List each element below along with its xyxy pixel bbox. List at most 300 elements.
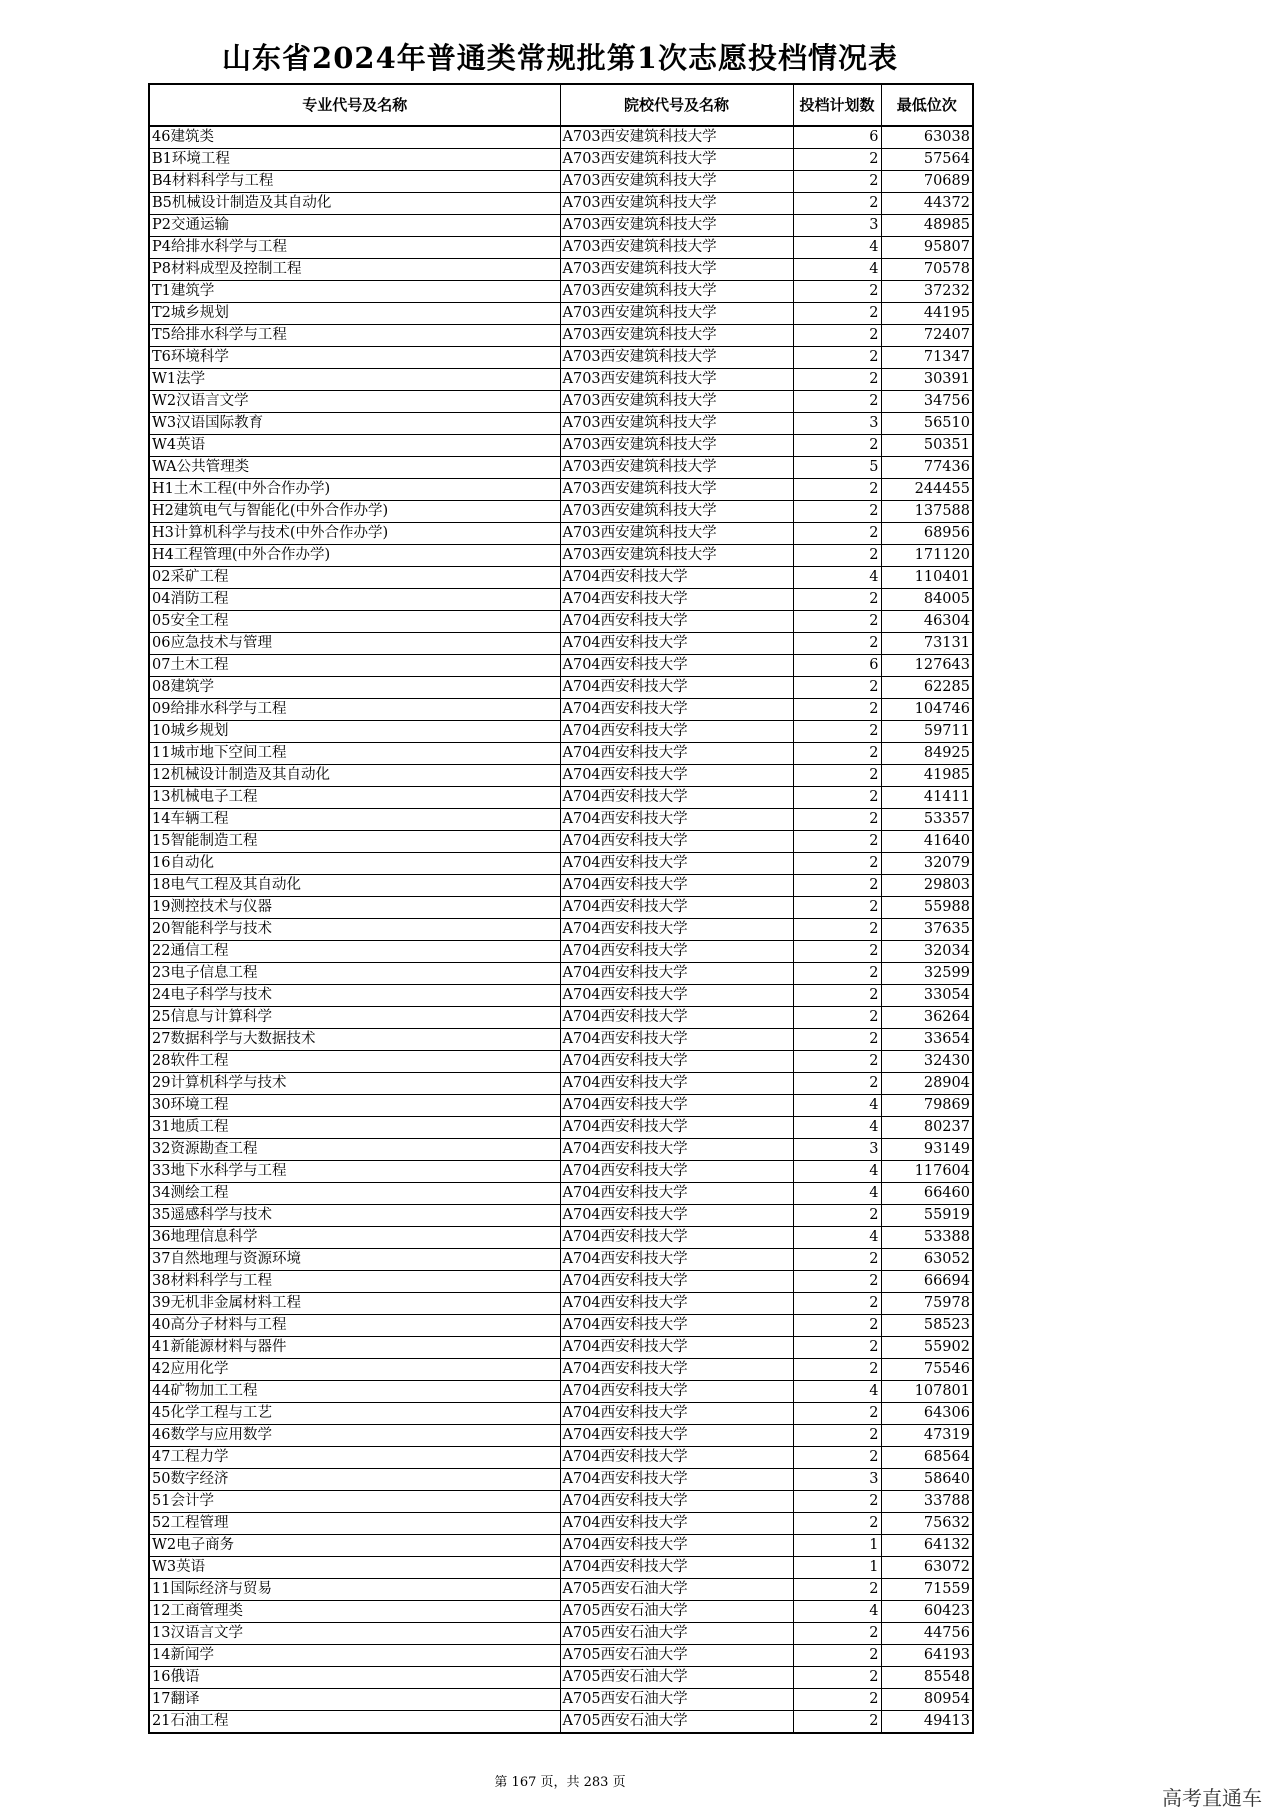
- major-cell: 24电子科学与技术: [149, 985, 560, 1007]
- table-row: [149, 1711, 973, 1734]
- major-cell: 13汉语言文学: [149, 1623, 560, 1645]
- table-row: [149, 1271, 973, 1293]
- plan-cell: 3: [793, 1139, 881, 1161]
- admission-table: [148, 83, 974, 1734]
- header-school: 院校代号及名称: [560, 84, 793, 126]
- school-cell: A704西安科技大学: [560, 589, 793, 611]
- plan-cell: 2: [793, 677, 881, 699]
- plan-cell: 2: [793, 787, 881, 809]
- school-cell: A703西安建筑科技大学: [560, 479, 793, 501]
- school-cell: A704西安科技大学: [560, 1007, 793, 1029]
- rank-cell: 41985: [881, 765, 973, 787]
- major-cell: 12工商管理类: [149, 1601, 560, 1623]
- school-cell: A705西安石油大学: [560, 1601, 793, 1623]
- plan-cell: 5: [793, 457, 881, 479]
- plan-cell: 2: [793, 1293, 881, 1315]
- rank-cell: 55919: [881, 1205, 973, 1227]
- major-cell: H4工程管理(中外合作办学): [149, 545, 560, 567]
- major-cell: 08建筑学: [149, 677, 560, 699]
- rank-cell: 30391: [881, 369, 973, 391]
- rank-cell: 47319: [881, 1425, 973, 1447]
- table-row: [149, 501, 973, 523]
- major-cell: T1建筑学: [149, 281, 560, 303]
- table-row: [149, 1095, 973, 1117]
- plan-cell: 2: [793, 1007, 881, 1029]
- plan-cell: 2: [793, 831, 881, 853]
- school-cell: A704西安科技大学: [560, 1469, 793, 1491]
- plan-cell: 2: [793, 545, 881, 567]
- rank-cell: 62285: [881, 677, 973, 699]
- table-row: [149, 1293, 973, 1315]
- major-cell: T5给排水科学与工程: [149, 325, 560, 347]
- school-cell: A704西安科技大学: [560, 611, 793, 633]
- table-row: [149, 1513, 973, 1535]
- table-row: [149, 1381, 973, 1403]
- plan-cell: 2: [793, 699, 881, 721]
- rank-cell: 41411: [881, 787, 973, 809]
- table-row: [149, 237, 973, 259]
- rank-cell: 95807: [881, 237, 973, 259]
- plan-cell: 2: [793, 963, 881, 985]
- school-cell: A704西安科技大学: [560, 1513, 793, 1535]
- school-cell: A704西安科技大学: [560, 677, 793, 699]
- header-major: 专业代号及名称: [149, 84, 560, 126]
- table-row: [149, 149, 973, 171]
- major-cell: 37自然地理与资源环境: [149, 1249, 560, 1271]
- major-cell: 42应用化学: [149, 1359, 560, 1381]
- major-cell: 09给排水科学与工程: [149, 699, 560, 721]
- rank-cell: 63052: [881, 1249, 973, 1271]
- table-row: [149, 391, 973, 413]
- plan-cell: 4: [793, 1095, 881, 1117]
- plan-cell: 2: [793, 479, 881, 501]
- major-cell: 31地质工程: [149, 1117, 560, 1139]
- table-row: [149, 1161, 973, 1183]
- rank-cell: 70578: [881, 259, 973, 281]
- school-cell: A704西安科技大学: [560, 853, 793, 875]
- school-cell: A704西安科技大学: [560, 743, 793, 765]
- table-row: [149, 875, 973, 897]
- plan-cell: 2: [793, 369, 881, 391]
- major-cell: W3英语: [149, 1557, 560, 1579]
- school-cell: A703西安建筑科技大学: [560, 171, 793, 193]
- rank-cell: 48985: [881, 215, 973, 237]
- rank-cell: 80237: [881, 1117, 973, 1139]
- school-cell: A704西安科技大学: [560, 1293, 793, 1315]
- rank-cell: 53357: [881, 809, 973, 831]
- plan-cell: 2: [793, 281, 881, 303]
- plan-cell: 4: [793, 1161, 881, 1183]
- major-cell: P2交通运输: [149, 215, 560, 237]
- plan-cell: 2: [793, 985, 881, 1007]
- table-row: [149, 1337, 973, 1359]
- major-cell: 51会计学: [149, 1491, 560, 1513]
- table-row: [149, 1425, 973, 1447]
- rank-cell: 66694: [881, 1271, 973, 1293]
- school-cell: A703西安建筑科技大学: [560, 347, 793, 369]
- plan-cell: 2: [793, 1491, 881, 1513]
- table-row: [149, 963, 973, 985]
- rank-cell: 49413: [881, 1711, 973, 1734]
- school-cell: A704西安科技大学: [560, 1249, 793, 1271]
- plan-cell: 3: [793, 1469, 881, 1491]
- rank-cell: 72407: [881, 325, 973, 347]
- major-cell: 17翻译: [149, 1689, 560, 1711]
- table-row: [149, 1689, 973, 1711]
- plan-cell: 2: [793, 523, 881, 545]
- rank-cell: 107801: [881, 1381, 973, 1403]
- major-cell: 11城市地下空间工程: [149, 743, 560, 765]
- school-cell: A704西安科技大学: [560, 1161, 793, 1183]
- major-cell: T6环境科学: [149, 347, 560, 369]
- major-cell: 21石油工程: [149, 1711, 560, 1734]
- table-row: [149, 809, 973, 831]
- major-cell: B5机械设计制造及其自动化: [149, 193, 560, 215]
- plan-cell: 2: [793, 875, 881, 897]
- school-cell: A703西安建筑科技大学: [560, 237, 793, 259]
- plan-cell: 2: [793, 347, 881, 369]
- table-row: [149, 1623, 973, 1645]
- major-cell: 47工程力学: [149, 1447, 560, 1469]
- page-title: 山东省2024年普通类常规批第1次志愿投档情况表: [222, 41, 898, 75]
- table-row: [149, 1205, 973, 1227]
- rank-cell: 68956: [881, 523, 973, 545]
- rank-cell: 171120: [881, 545, 973, 567]
- school-cell: A704西安科技大学: [560, 1447, 793, 1469]
- major-cell: 16俄语: [149, 1667, 560, 1689]
- major-cell: 50数字经济: [149, 1469, 560, 1491]
- major-cell: 32资源勘查工程: [149, 1139, 560, 1161]
- table-row: [149, 1073, 973, 1095]
- rank-cell: 84005: [881, 589, 973, 611]
- school-cell: A704西安科技大学: [560, 963, 793, 985]
- plan-cell: 6: [793, 655, 881, 677]
- table-row: [149, 1139, 973, 1161]
- major-cell: 02采矿工程: [149, 567, 560, 589]
- plan-cell: 2: [793, 897, 881, 919]
- school-cell: A704西安科技大学: [560, 919, 793, 941]
- school-cell: A704西安科技大学: [560, 699, 793, 721]
- table-row: [149, 1249, 973, 1271]
- rank-cell: 68564: [881, 1447, 973, 1469]
- plan-cell: 3: [793, 413, 881, 435]
- rank-cell: 55988: [881, 897, 973, 919]
- school-cell: A703西安建筑科技大学: [560, 435, 793, 457]
- table-row: [149, 853, 973, 875]
- watermark: 高考直通车: [1162, 1786, 1262, 1810]
- plan-cell: 2: [793, 1579, 881, 1601]
- major-cell: 04消防工程: [149, 589, 560, 611]
- rank-cell: 32079: [881, 853, 973, 875]
- plan-cell: 2: [793, 1403, 881, 1425]
- table-row: [149, 677, 973, 699]
- plan-cell: 2: [793, 941, 881, 963]
- school-cell: A704西安科技大学: [560, 633, 793, 655]
- school-cell: A704西安科技大学: [560, 721, 793, 743]
- plan-cell: 4: [793, 1601, 881, 1623]
- plan-cell: 2: [793, 391, 881, 413]
- major-cell: 34测绘工程: [149, 1183, 560, 1205]
- rank-cell: 37232: [881, 281, 973, 303]
- major-cell: W2汉语言文学: [149, 391, 560, 413]
- table-row: [149, 1601, 973, 1623]
- school-cell: A704西安科技大学: [560, 1183, 793, 1205]
- school-cell: A704西安科技大学: [560, 985, 793, 1007]
- school-cell: A703西安建筑科技大学: [560, 325, 793, 347]
- table-row: [149, 1227, 973, 1249]
- rank-cell: 37635: [881, 919, 973, 941]
- plan-cell: 2: [793, 435, 881, 457]
- rank-cell: 75546: [881, 1359, 973, 1381]
- major-cell: 14车辆工程: [149, 809, 560, 831]
- school-cell: A704西安科技大学: [560, 1381, 793, 1403]
- major-cell: 28软件工程: [149, 1051, 560, 1073]
- plan-cell: 2: [793, 853, 881, 875]
- major-cell: P4给排水科学与工程: [149, 237, 560, 259]
- major-cell: 46建筑类: [149, 126, 560, 149]
- major-cell: 45化学工程与工艺: [149, 1403, 560, 1425]
- school-cell: A704西安科技大学: [560, 1271, 793, 1293]
- major-cell: 12机械设计制造及其自动化: [149, 765, 560, 787]
- table-row: [149, 699, 973, 721]
- school-cell: A703西安建筑科技大学: [560, 259, 793, 281]
- table-row: [149, 479, 973, 501]
- school-cell: A703西安建筑科技大学: [560, 303, 793, 325]
- school-cell: A703西安建筑科技大学: [560, 215, 793, 237]
- rank-cell: 66460: [881, 1183, 973, 1205]
- major-cell: 22通信工程: [149, 941, 560, 963]
- school-cell: A704西安科技大学: [560, 1535, 793, 1557]
- major-cell: 05安全工程: [149, 611, 560, 633]
- table-row: [149, 611, 973, 633]
- rank-cell: 58640: [881, 1469, 973, 1491]
- plan-cell: 4: [793, 1227, 881, 1249]
- school-cell: A704西安科技大学: [560, 1205, 793, 1227]
- major-cell: 11国际经济与贸易: [149, 1579, 560, 1601]
- table-row: [149, 743, 973, 765]
- plan-cell: 2: [793, 149, 881, 171]
- table-row: [149, 589, 973, 611]
- rank-cell: 85548: [881, 1667, 973, 1689]
- school-cell: A703西安建筑科技大学: [560, 391, 793, 413]
- rank-cell: 71347: [881, 347, 973, 369]
- school-cell: A704西安科技大学: [560, 1491, 793, 1513]
- major-cell: 07土木工程: [149, 655, 560, 677]
- major-cell: 25信息与计算科学: [149, 1007, 560, 1029]
- major-cell: W2电子商务: [149, 1535, 560, 1557]
- major-cell: 40高分子材料与工程: [149, 1315, 560, 1337]
- school-cell: A704西安科技大学: [560, 1051, 793, 1073]
- table-row: [149, 919, 973, 941]
- plan-cell: 1: [793, 1557, 881, 1579]
- plan-cell: 4: [793, 1381, 881, 1403]
- rank-cell: 56510: [881, 413, 973, 435]
- plan-cell: 2: [793, 1689, 881, 1711]
- table-row: [149, 1469, 973, 1491]
- table-row: [149, 1029, 973, 1051]
- plan-cell: 2: [793, 721, 881, 743]
- major-cell: P8材料成型及控制工程: [149, 259, 560, 281]
- rank-cell: 63038: [881, 126, 973, 149]
- school-cell: A703西安建筑科技大学: [560, 126, 793, 149]
- table-row: [149, 171, 973, 193]
- school-cell: A704西安科技大学: [560, 1139, 793, 1161]
- rank-cell: 41640: [881, 831, 973, 853]
- school-cell: A704西安科技大学: [560, 1095, 793, 1117]
- major-cell: 10城乡规划: [149, 721, 560, 743]
- major-cell: T2城乡规划: [149, 303, 560, 325]
- plan-cell: 2: [793, 1051, 881, 1073]
- school-cell: A703西安建筑科技大学: [560, 149, 793, 171]
- major-cell: 27数据科学与大数据技术: [149, 1029, 560, 1051]
- school-cell: A705西安石油大学: [560, 1689, 793, 1711]
- table-row: [149, 941, 973, 963]
- school-cell: A704西安科技大学: [560, 1117, 793, 1139]
- rank-cell: 46304: [881, 611, 973, 633]
- rank-cell: 80954: [881, 1689, 973, 1711]
- plan-cell: 2: [793, 1425, 881, 1447]
- table-row: [149, 1491, 973, 1513]
- major-cell: H3计算机科学与技术(中外合作办学): [149, 523, 560, 545]
- header-rank: 最低位次: [881, 84, 973, 126]
- school-cell: A704西安科技大学: [560, 1359, 793, 1381]
- school-cell: A704西安科技大学: [560, 1073, 793, 1095]
- school-cell: A704西安科技大学: [560, 1315, 793, 1337]
- school-cell: A704西安科技大学: [560, 765, 793, 787]
- rank-cell: 34756: [881, 391, 973, 413]
- table-row: [149, 1535, 973, 1557]
- rank-cell: 63072: [881, 1557, 973, 1579]
- table-row: [149, 1557, 973, 1579]
- major-cell: 18电气工程及其自动化: [149, 875, 560, 897]
- school-cell: A704西安科技大学: [560, 875, 793, 897]
- page-number: 第 167 页，共 283 页: [494, 1775, 626, 1790]
- plan-cell: 4: [793, 237, 881, 259]
- plan-cell: 2: [793, 501, 881, 523]
- table-row: [149, 347, 973, 369]
- major-cell: 13机械电子工程: [149, 787, 560, 809]
- table-row: [149, 413, 973, 435]
- plan-cell: 4: [793, 1117, 881, 1139]
- table-row: [149, 1051, 973, 1073]
- school-cell: A705西安石油大学: [560, 1667, 793, 1689]
- major-cell: 20智能科学与技术: [149, 919, 560, 941]
- plan-cell: 2: [793, 1205, 881, 1227]
- rank-cell: 73131: [881, 633, 973, 655]
- plan-cell: 2: [793, 1249, 881, 1271]
- rank-cell: 33788: [881, 1491, 973, 1513]
- table-row: [149, 1315, 973, 1337]
- table-row: [149, 193, 973, 215]
- major-cell: 06应急技术与管理: [149, 633, 560, 655]
- plan-cell: 2: [793, 1645, 881, 1667]
- table-body: [149, 126, 973, 1733]
- major-cell: H2建筑电气与智能化(中外合作办学): [149, 501, 560, 523]
- major-cell: 30环境工程: [149, 1095, 560, 1117]
- table-row: [149, 1183, 973, 1205]
- rank-cell: 93149: [881, 1139, 973, 1161]
- plan-cell: 2: [793, 589, 881, 611]
- plan-cell: 2: [793, 1029, 881, 1051]
- major-cell: 46数学与应用数学: [149, 1425, 560, 1447]
- rank-cell: 244455: [881, 479, 973, 501]
- rank-cell: 44195: [881, 303, 973, 325]
- rank-cell: 60423: [881, 1601, 973, 1623]
- plan-cell: 2: [793, 809, 881, 831]
- major-cell: 41新能源材料与器件: [149, 1337, 560, 1359]
- rank-cell: 75978: [881, 1293, 973, 1315]
- rank-cell: 33654: [881, 1029, 973, 1051]
- rank-cell: 50351: [881, 435, 973, 457]
- plan-cell: 2: [793, 1447, 881, 1469]
- rank-cell: 59711: [881, 721, 973, 743]
- table-row: [149, 1403, 973, 1425]
- school-cell: A704西安科技大学: [560, 1227, 793, 1249]
- school-cell: A704西安科技大学: [560, 1403, 793, 1425]
- rank-cell: 64193: [881, 1645, 973, 1667]
- major-cell: W4英语: [149, 435, 560, 457]
- major-cell: 52工程管理: [149, 1513, 560, 1535]
- plan-cell: 2: [793, 1513, 881, 1535]
- table-row: [149, 721, 973, 743]
- rank-cell: 55902: [881, 1337, 973, 1359]
- school-cell: A703西安建筑科技大学: [560, 523, 793, 545]
- school-cell: A705西安石油大学: [560, 1579, 793, 1601]
- table-row: [149, 523, 973, 545]
- rank-cell: 36264: [881, 1007, 973, 1029]
- plan-cell: 2: [793, 1359, 881, 1381]
- table-row: [149, 545, 973, 567]
- plan-cell: 2: [793, 171, 881, 193]
- rank-cell: 104746: [881, 699, 973, 721]
- rank-cell: 29803: [881, 875, 973, 897]
- table-row: [149, 985, 973, 1007]
- table-row: [149, 567, 973, 589]
- plan-cell: 4: [793, 259, 881, 281]
- table-row: [149, 281, 973, 303]
- rank-cell: 110401: [881, 567, 973, 589]
- plan-cell: 2: [793, 1711, 881, 1734]
- rank-cell: 64132: [881, 1535, 973, 1557]
- plan-cell: 2: [793, 1073, 881, 1095]
- rank-cell: 77436: [881, 457, 973, 479]
- major-cell: 19测控技术与仪器: [149, 897, 560, 919]
- major-cell: 38材料科学与工程: [149, 1271, 560, 1293]
- plan-cell: 2: [793, 303, 881, 325]
- plan-cell: 2: [793, 633, 881, 655]
- table-row: [149, 325, 973, 347]
- major-cell: 44矿物加工工程: [149, 1381, 560, 1403]
- school-cell: A704西安科技大学: [560, 809, 793, 831]
- plan-cell: 6: [793, 126, 881, 149]
- school-cell: A703西安建筑科技大学: [560, 369, 793, 391]
- school-cell: A705西安石油大学: [560, 1711, 793, 1734]
- table-row: [149, 1579, 973, 1601]
- table-row: [149, 765, 973, 787]
- school-cell: A703西安建筑科技大学: [560, 545, 793, 567]
- major-cell: 14新闻学: [149, 1645, 560, 1667]
- table-row: [149, 1007, 973, 1029]
- school-cell: A704西安科技大学: [560, 1029, 793, 1051]
- rank-cell: 79869: [881, 1095, 973, 1117]
- table-row: [149, 787, 973, 809]
- rank-cell: 32599: [881, 963, 973, 985]
- table-row: [149, 1667, 973, 1689]
- plan-cell: 2: [793, 1623, 881, 1645]
- rank-cell: 64306: [881, 1403, 973, 1425]
- rank-cell: 75632: [881, 1513, 973, 1535]
- major-cell: 16自动化: [149, 853, 560, 875]
